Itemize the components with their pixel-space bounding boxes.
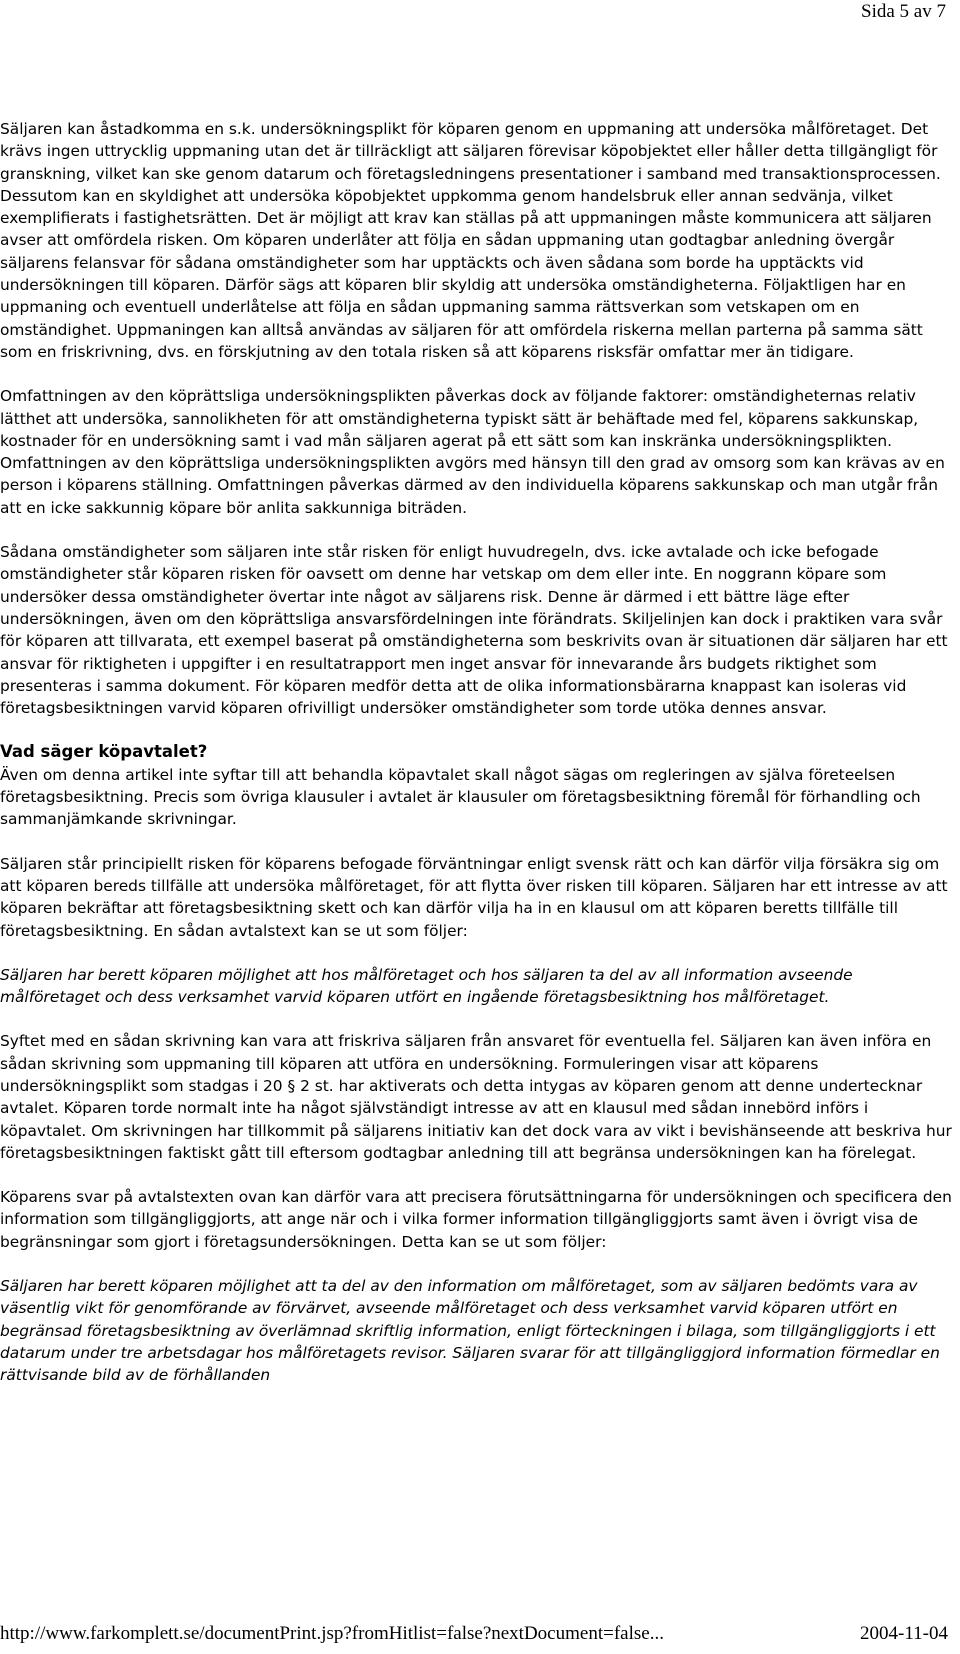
paragraph-omfattning: Omfattningen av den köprättsliga undersökningsplikten påverkas dock av följande faktorer: omständigheternas relativ lätthet att undersöka, sannolikheten för att omständigheterna typiskt sätt är behäftade med fel, köparens sakkunskap, kostnader för en undersökning samt i vad mån säljaren agerat på ett sätt som kan inskränka undersökningsplikten. Omfattningen av den köprättsliga undersökningsplikten avgörs med hänsyn till den grad av omsorg som kan krävas av en person i köparens ställning. Omfattningen påverkas därmed av den individuella köparens sakkunskap och man utgår från att en icke sakkunnig köpare bör anlita sakkunniga biträden. (0, 387, 945, 517)
paragraph-koparens-svar: Köparens svar på avtalstexten ovan kan därför vara att precisera förutsättningarna för undersökningen och specificera den information som tillgängliggjorts, att ange när och i vilka former information tillgängliggjorts samt även i övrigt visa de begränsningar som gjort i företagsundersökningen. Detta kan se ut som följer: (0, 1188, 952, 1251)
contract-quote-2: Säljaren har berett köparen möjlighet att ta del av den information om målföretaget, som av säljaren bedömts vara av väsentlig vikt för genomförande av förvärvet, avseende målföretaget och dess verksamhet varvid köparen utfört en begränsad företagsbesiktning av överlämnad skriftlig information, enligt förteckningen i bilaga, som tillgängliggjorts i ett datarum under tre arbetsdagar hos målföretagets revisor. Säljaren svarar för att tillgängliggjord information förmedlar en rättvisande bild av de förhållanden (0, 1277, 940, 1385)
paragraph-saljaren-risk: Säljaren står principiellt risken för köparens befogade förväntningar enligt svensk rätt och kan därför vilja försäkra sig om att köparen bereds tillfälle att undersöka målföretaget, för att flytta över risken till köparen. Säljaren har ett intresse av att köparen bekräftar att företagsbesiktning skett och kan därför vilja ha in en klausul om att köparen beretts tillfälle till företagsbesiktning. En sådan avtalstext kan se ut som följer: (0, 854, 948, 940)
print-footer (0, 1622, 948, 1646)
article-body (0, 118, 952, 1387)
paragraph-undersokningsplikt: Säljaren kan åstadkomma en s.k. undersökningsplikt för köparen genom en uppmaning att undersöka målföretaget. Det krävs ingen uttrycklig uppmaning utan det är tillräckligt att säljaren förevisar köpobjektet eller håller detta tillgängligt för granskning, vilket kan ske genom datarum och företagsledningens presentationer i samband med transaktionsprocessen. Dessutom kan en skyldighet att undersöka köpobjektet uppkomma genom handelsbruk eller annan sedvänja, vilket exemplifierats i fastighetsrätten. Det är möjligt att krav kan ställas på att uppmaningen måste kommunicera att säljaren avser att omfördela risken. Om köparen underlåter att följa en sådan uppmaning utan godtagbar anledning övergår säljarens felansvar för sådana omständigheter som har upptäckts och även sådana som borde ha upptäckts vid undersökningen till köparen. Därför sägs att köparen blir skyldig att undersöka omständigheterna. Följaktligen har en uppmaning och eventuell underlåtelse att följa en sådan uppmaning samma rättsverkan som vetskapen om en omständighet. Uppmaningen kan alltså användas av säljaren för att omfördela riskerna mellan parterna på samma sätt som en friskrivning, dvs. en förskjutning av den totala risken så att köparens risksfär omfattar mer än tidigare. (0, 120, 941, 361)
footer-date: 2004-11-04 (860, 1623, 948, 1644)
paragraph-syftet: Syftet med en sådan skrivning kan vara att friskriva säljaren från ansvaret för eventuella fel. Säljaren kan även införa en sådan skrivning som uppmaning till köparen att utföra en undersökning. Formuleringen visar att köparens undersökningsplikt som stadgas i 20 § 2 st. har aktiverats och detta intygas av köparen genom att denne undertecknar avtalet. Köparen torde normalt inte ha något självständigt intresse av att en klausul med sådan innebörd införs i köpavtalet. Om skrivningen har tillkommit på säljarens initiativ kan det dock vara av vikt i bevishänseende att beskriva hur företagsbesiktningen faktiskt gått till eftersom godtagbar anledning till att begränsa undersökningen kan ha förelegat. (0, 1032, 952, 1162)
page-number: Sida 5 av 7 (861, 1, 946, 22)
section-heading: Vad säger köpavtalet? (0, 742, 208, 762)
paragraph-omstandigheter: Sådana omständigheter som säljaren inte står risken för enligt huvudregeln, dvs. icke avtalade och icke befogade omständigheter står köparen risken för oavsett om denne har vetskap om dem eller inte. En noggrann köpare som undersöker dessa omständigheter övertar inte något av säljarens risk. Denne är därmed i ett bättre läge efter undersökningen, även om den köprättsliga ansvarsfördelningen inte förändrats. Skiljelinjen kan dock i praktiken vara svår för köparen att tillvarata, ett exempel baserat på omständigheterna som beskrivits ovan är situationen där säljaren har ett ansvar för riktigheten i uppgifter i en resultatrapport men inget ansvar för innevarande års budgets riktighet som presenteras i samma dokument. För köparen medför detta att de olika informationsbärarna knappast kan isoleras vid företagsbesiktningen varvid köparen ofrivilligt undersöker omständigheter som torde utöka dennes ansvar. (0, 543, 948, 718)
contract-quote-1: Säljaren har berett köparen möjlighet att hos målföretaget och hos säljaren ta del av all information avseende målföretaget och dess verksamhet varvid köparen utfört en ingående företagsbesiktning hos målföretaget. (0, 965, 853, 1007)
footer-url: http://www.farkomplett.se/documentPrint.jsp?fromHitlist=false?nextDocument=false... (0, 1623, 664, 1644)
paragraph-kopavtalet: Även om denna artikel inte syftar till att behandla köpavtalet skall något sägas om regleringen av själva företeelsen företagsbesiktning. Precis som övriga klausuler i avtalet är klausuler om företagsbesiktning föremål för förhandling och sammanjämkande skrivningar. (0, 765, 921, 829)
